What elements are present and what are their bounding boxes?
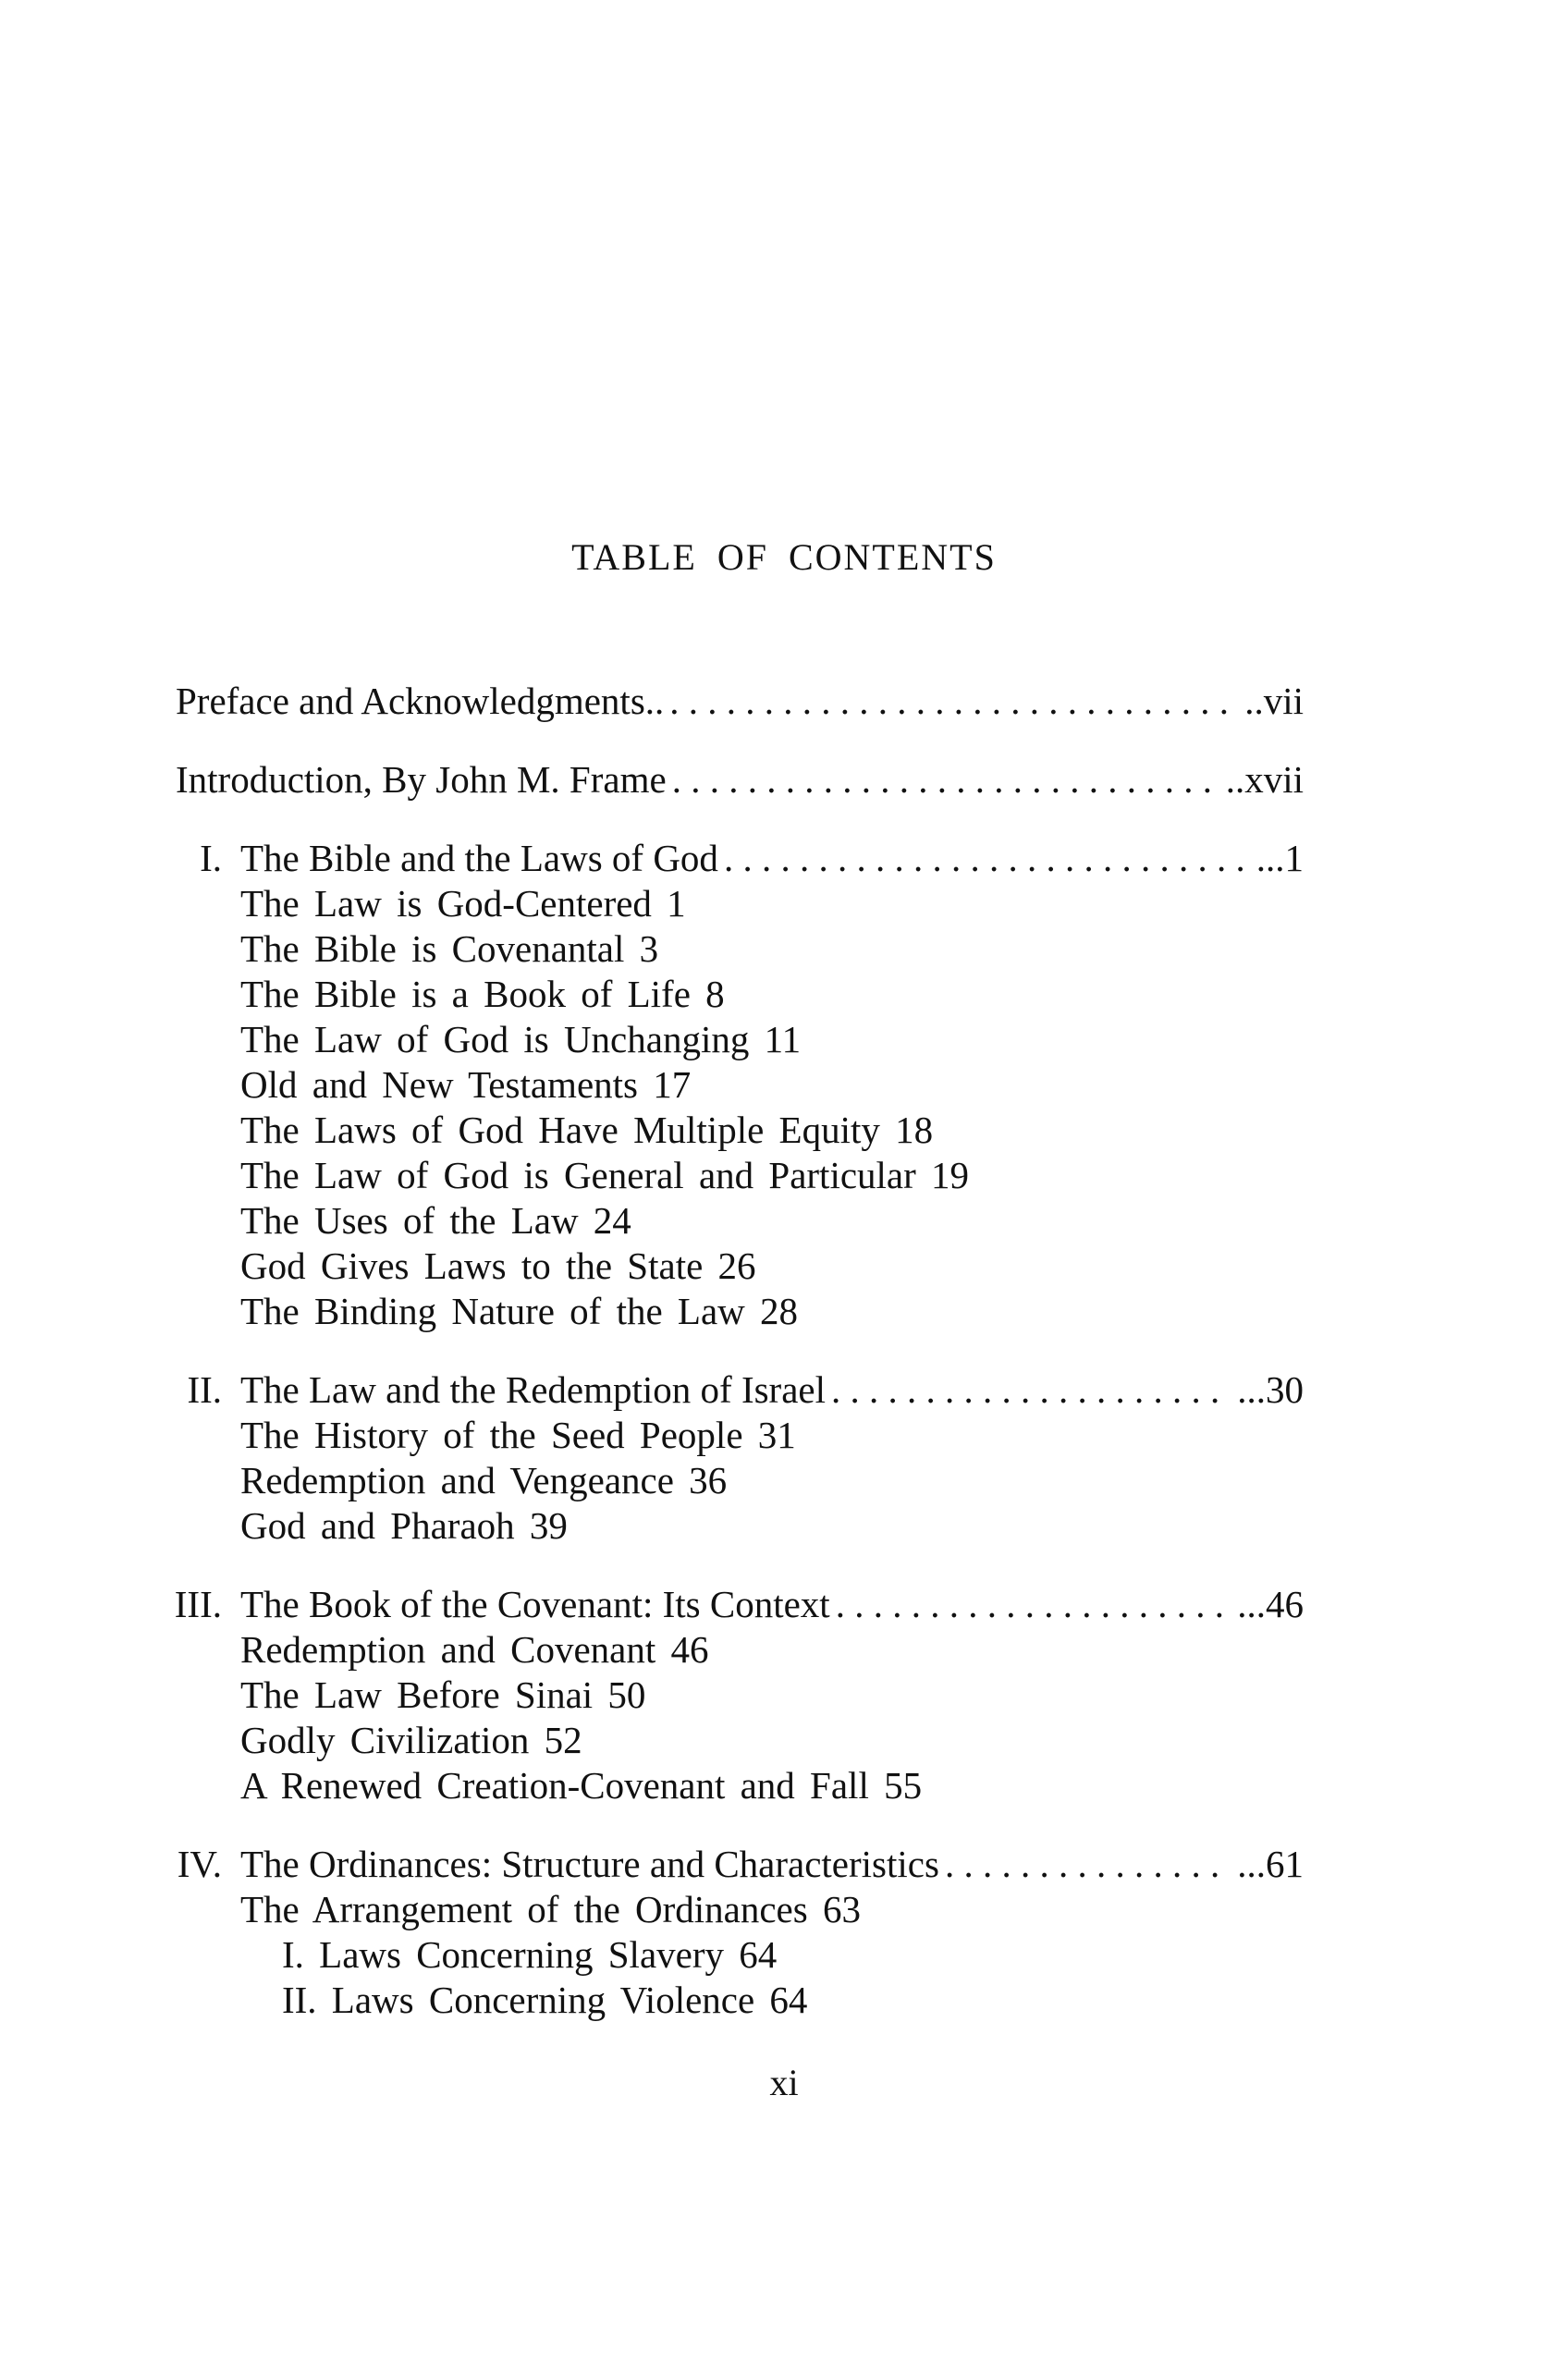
section-entry: The Law of God is General and Particular 19	[240, 1154, 970, 1196]
section-entry: The Law Before Sinai 50	[240, 1673, 646, 1716]
toc-page-number: ...1	[1256, 837, 1304, 879]
toc-chapter-4	[240, 1841, 1304, 1887]
section-entry: The Laws of God Have Multiple Equity 18	[240, 1109, 934, 1151]
chapter-numeral: III.	[174, 1583, 222, 1625]
dot-leader	[669, 678, 1239, 724]
section-entry: Old and New Testaments 17	[240, 1063, 692, 1106]
section-entry: The Law of God is Unchanging 11	[240, 1018, 802, 1060]
section-entry: The Bible is a Book of Life 8	[240, 973, 725, 1015]
toc-chapter-3	[240, 1581, 1304, 1627]
toc-page-number: ..vii	[1244, 680, 1304, 722]
toc-chapter-1	[240, 835, 1304, 881]
chapter-numeral: II.	[187, 1368, 222, 1411]
chapter-title: The Law and the Redemption of Israel	[240, 1368, 826, 1411]
section-entry: God and Pharaoh 39	[240, 1504, 568, 1547]
toc-chapter-2	[240, 1366, 1304, 1413]
chapter-title: The Book of the Covenant: Its Context	[240, 1583, 830, 1625]
toc-entry-label: Preface and Acknowledgments..	[176, 680, 665, 722]
section-entry: A Renewed Creation-Covenant and Fall 55	[240, 1764, 923, 1807]
subsection-entry: I. Laws Concerning Slavery 64	[282, 1933, 778, 1976]
page-title: TABLE OF CONTENTS	[571, 536, 997, 578]
toc-page-number: ...30	[1237, 1368, 1304, 1411]
toc-page-number: ...61	[1237, 1843, 1304, 1885]
dot-leader	[672, 756, 1220, 803]
toc-page-number: ...46	[1237, 1583, 1304, 1625]
dot-leader	[724, 835, 1251, 881]
dot-leader	[836, 1581, 1232, 1627]
subsection-entry: II. Laws Concerning Violence 64	[282, 1979, 808, 2021]
page-number-folio: xi	[769, 2062, 799, 2103]
chapter-numeral: I.	[200, 837, 222, 879]
section-entry: Redemption and Covenant 46	[240, 1628, 709, 1671]
toc-entry-preface	[176, 678, 1304, 724]
section-entry: Redemption and Vengeance 36	[240, 1459, 728, 1501]
toc-entry-label: Introduction, By John M. Frame	[176, 758, 667, 801]
chapter-title: The Bible and the Laws of God	[240, 837, 718, 879]
section-entry: The Arrangement of the Ordinances 63	[240, 1888, 861, 1930]
toc-page-number: ..xvii	[1225, 758, 1304, 801]
section-entry: God Gives Laws to the State 26	[240, 1244, 756, 1287]
section-entry: The Bible is Covenantal 3	[240, 927, 659, 970]
dot-leader	[945, 1841, 1231, 1887]
chapter-numeral: IV.	[177, 1843, 222, 1885]
section-entry: The Law is God-Centered 1	[240, 882, 686, 925]
section-entry: The History of the Seed People 31	[240, 1414, 796, 1456]
chapter-title: The Ordinances: Structure and Characteristics	[240, 1843, 939, 1885]
dot-leader	[831, 1366, 1231, 1413]
toc-entry-introduction	[176, 756, 1304, 803]
section-entry: Godly Civilization 52	[240, 1719, 582, 1761]
section-entry: The Binding Nature of the Law 28	[240, 1290, 799, 1332]
section-entry: The Uses of the Law 24	[240, 1199, 631, 1242]
